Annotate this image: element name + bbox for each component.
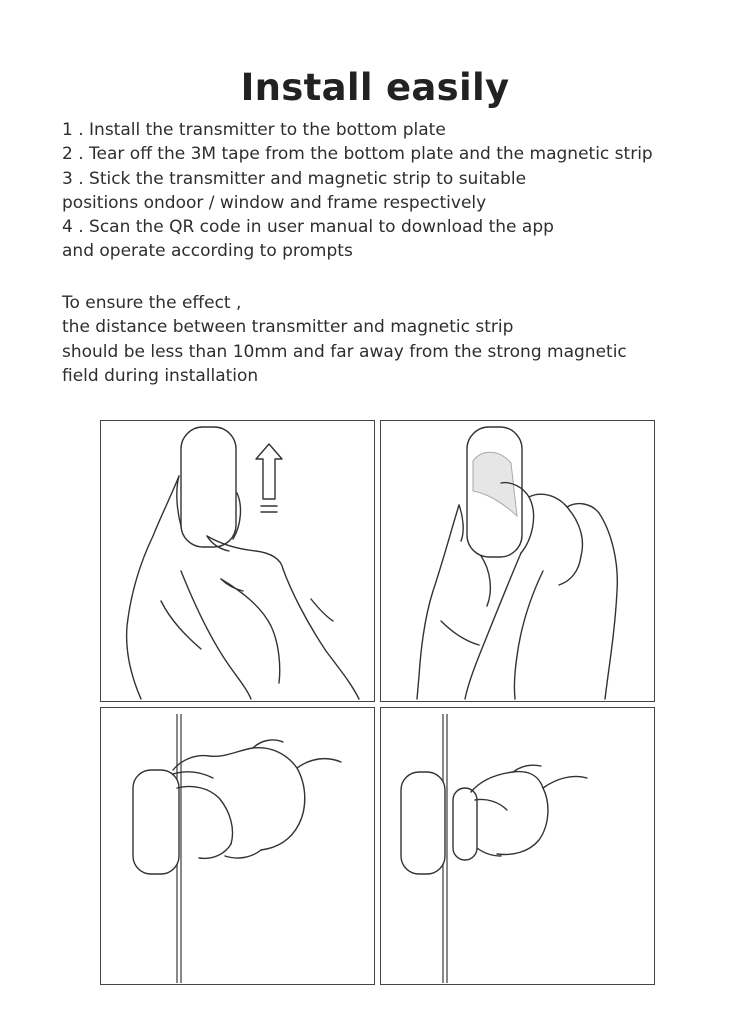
magnetic-strip-device	[453, 788, 477, 860]
page-title: Install easily	[240, 66, 510, 109]
step-line: and operate according to prompts	[62, 241, 353, 262]
step-line: 2 . Tear off the 3M tape from the bottom plate and the magnetic strip	[62, 144, 653, 165]
step-line: 3 . Stick the transmitter and magnetic strip to suitable	[62, 168, 527, 189]
installation-note	[62, 291, 742, 388]
hand-illustration	[127, 476, 359, 699]
illustration-stick-magnetic-strip	[380, 707, 655, 985]
step-line: positions ondoor / window and frame respectively	[62, 192, 487, 213]
transmitter-device	[181, 427, 236, 547]
step-line: 4 . Scan the QR code in user manual to download the app	[62, 217, 554, 238]
up-arrow-icon	[256, 444, 282, 512]
note-line: To ensure the effect ,	[62, 293, 242, 313]
hand-illustration	[471, 765, 587, 856]
note-line: the distance between transmitter and magnetic strip	[62, 317, 514, 338]
illustration-tear-tape	[380, 420, 655, 702]
note-line: should be less than 10mm and far away from the strong magnetic	[62, 341, 627, 362]
note-line: field during installation	[62, 365, 259, 386]
step-line: 1 . Install the transmitter to the bottom plate	[62, 120, 446, 140]
transmitter-device	[401, 772, 445, 874]
transmitter-device	[133, 770, 179, 874]
install-steps	[62, 118, 742, 264]
illustration-install-transmitter	[100, 420, 375, 702]
illustration-stick-transmitter	[100, 707, 375, 985]
hand-illustration	[173, 740, 341, 858]
